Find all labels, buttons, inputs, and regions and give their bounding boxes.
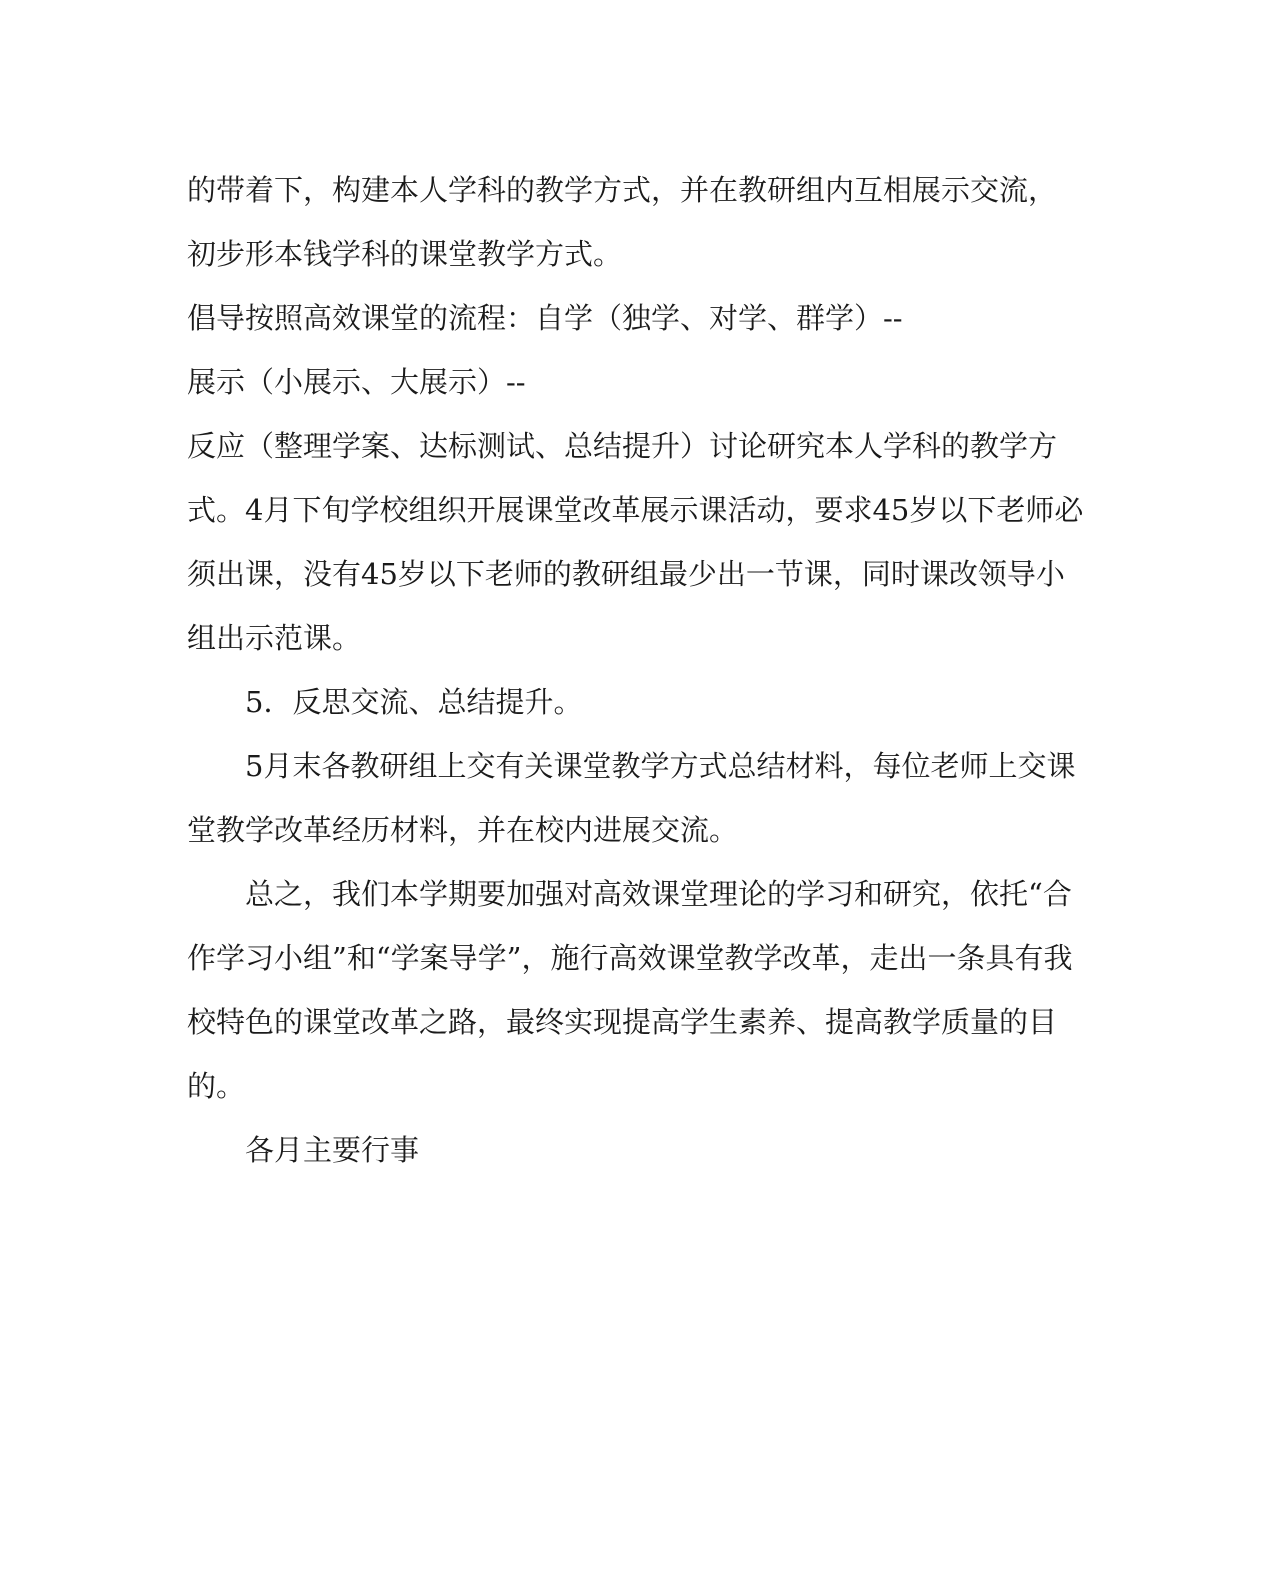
text-line: 组出示范课。: [187, 621, 362, 655]
text-line: 的。: [187, 1069, 246, 1103]
text-line: 须出课，没有45岁以下老师的教研组最少出一节课，同时课改领导小: [187, 557, 1065, 591]
text-line: 初步形本钱学科的课堂教学方式。: [187, 237, 623, 271]
text-line: 式。4月下旬学校组织开展课堂改革展示课活动，要求45岁以下老师必: [187, 493, 1084, 527]
text-line: 的带着下，构建本人学科的教学方式，并在教研组内互相展示交流，: [187, 173, 1058, 207]
text-line: 展示（小展示、大展示）--: [187, 365, 526, 399]
section-heading: 各月主要行事: [245, 1133, 420, 1167]
text-line: 反应（整理学案、达标测试、总结提升）讨论研究本人学科的教学方: [187, 429, 1058, 463]
text-line: 校特色的课堂改革之路，最终实现提高学生素养、提高教学质量的目: [187, 1005, 1058, 1039]
text-line: 5月末各教研组上交有关课堂教学方式总结材料，每位老师上交课: [245, 749, 1076, 783]
text-line: 总之，我们本学期要加强对高效课堂理论的学习和研究，依托“合: [245, 877, 1072, 911]
text-line: 作学习小组”和“学案导学”，施行高效课堂教学改革，走出一条具有我: [187, 941, 1073, 975]
text-line: 倡导按照高效课堂的流程：自学（独学、对学、群学）--: [187, 301, 903, 335]
text-line: 堂教学改革经历材料，并在校内进展交流。: [187, 813, 739, 847]
section-heading: 5．反思交流、总结提升。: [245, 685, 583, 719]
